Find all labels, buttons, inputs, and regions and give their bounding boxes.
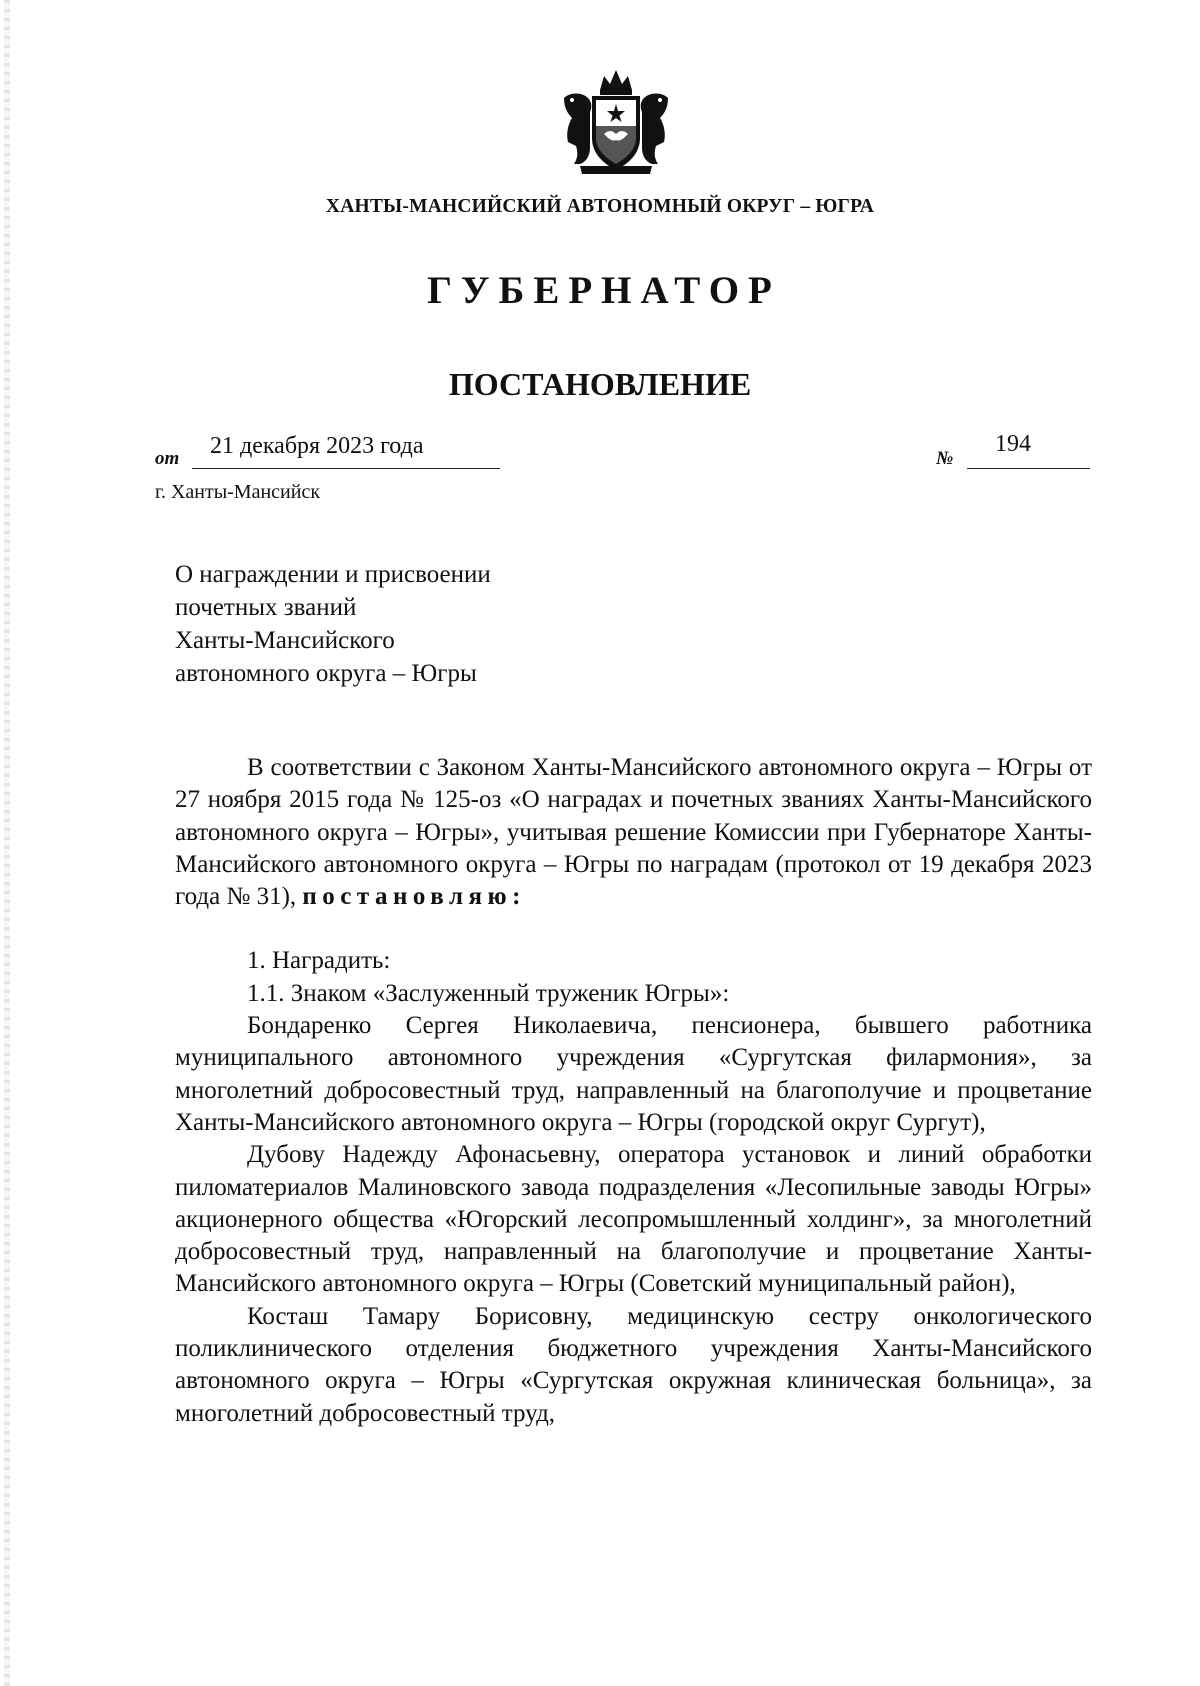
document-number: 194 [995, 431, 1031, 457]
date-number-row [155, 430, 1090, 470]
authority-title: ГУБЕРНАТОР [427, 269, 781, 312]
subject-line: автономного округа – Югры [175, 660, 477, 687]
awardee-paragraph: Косташ Тамару Борисовну, медицинскую сестру онкологического поликлинического отделения бюджетного учреждения Ханты-Мансийского автономного округа – Югры «Сургутская окружная клиническая больница», за многолетний добросовестный труд, [175, 1302, 1092, 1427]
number-field [967, 430, 1090, 469]
awardee-paragraph: Дубову Надежду Афонасьевну, оператора установок и линий обработки пиломатериалов Малиновского завода подразделения «Лесопильные заводы Югры» акционерного общества «Югорский лесопромышленный холдинг», за многолетний добросовестный труд, направленный на благополучие и процветание Ханты-Мансийского автономного округа – Югры (Советский муниципальный район), [175, 1141, 1092, 1298]
subject-line: почетных званий [175, 594, 357, 621]
preamble-paragraph [175, 752, 1092, 913]
subject-line: Ханты-Мансийского [175, 627, 395, 654]
document-body [175, 752, 1092, 1430]
region-title: ХАНТЫ-МАНСИЙСКИЙ АВТОНОМНЫЙ ОКРУГ – ЮГРА [325, 196, 875, 217]
date-prefix: от [155, 448, 180, 469]
date-field [192, 430, 500, 469]
issuing-city: г. Ханты-Мансийск [155, 481, 321, 503]
item-1-1: 1.1. Знаком «Заслуженный труженик Югры»: [247, 979, 730, 1007]
resolve-word: постановляю [302, 883, 513, 911]
document-subject [175, 558, 491, 690]
item-1: 1. Наградить: [247, 947, 391, 975]
preamble-text: В соответствии с Законом Ханты-Мансийского автономного округа – Югры от 27 ноября 2015 года № 125-оз «О наградах и почетных званиях Ханты-Мансийского автономного округа – Югры», учитывая решение Комиссии при Губернаторе Ханты-Мансийского автономного округа – Югры по наградам (протокол от 19 декабря 2023 года № 31), [175, 754, 1092, 911]
document-type-title: ПОСТАНОВЛЕНИЕ [448, 366, 752, 402]
scan-edge-artifact [4, 0, 10, 1686]
coat-of-arms-emblem [560, 68, 672, 176]
number-prefix: № [936, 448, 954, 469]
resolve-colon: : [512, 883, 521, 911]
awardee-paragraph: Бондаренко Сергея Николаевича, пенсионера, бывшего работника муниципального автономного учреждения «Сургутская филармония», за многолетний добросовестный труд, направленный на благополучие и процветание Ханты-Мансийского автономного округа – Югры (городской округ Сургут), [175, 1012, 1092, 1136]
document-date: 21 декабря 2023 года [210, 433, 424, 459]
subject-line: О награждении и присвоении [175, 561, 491, 588]
